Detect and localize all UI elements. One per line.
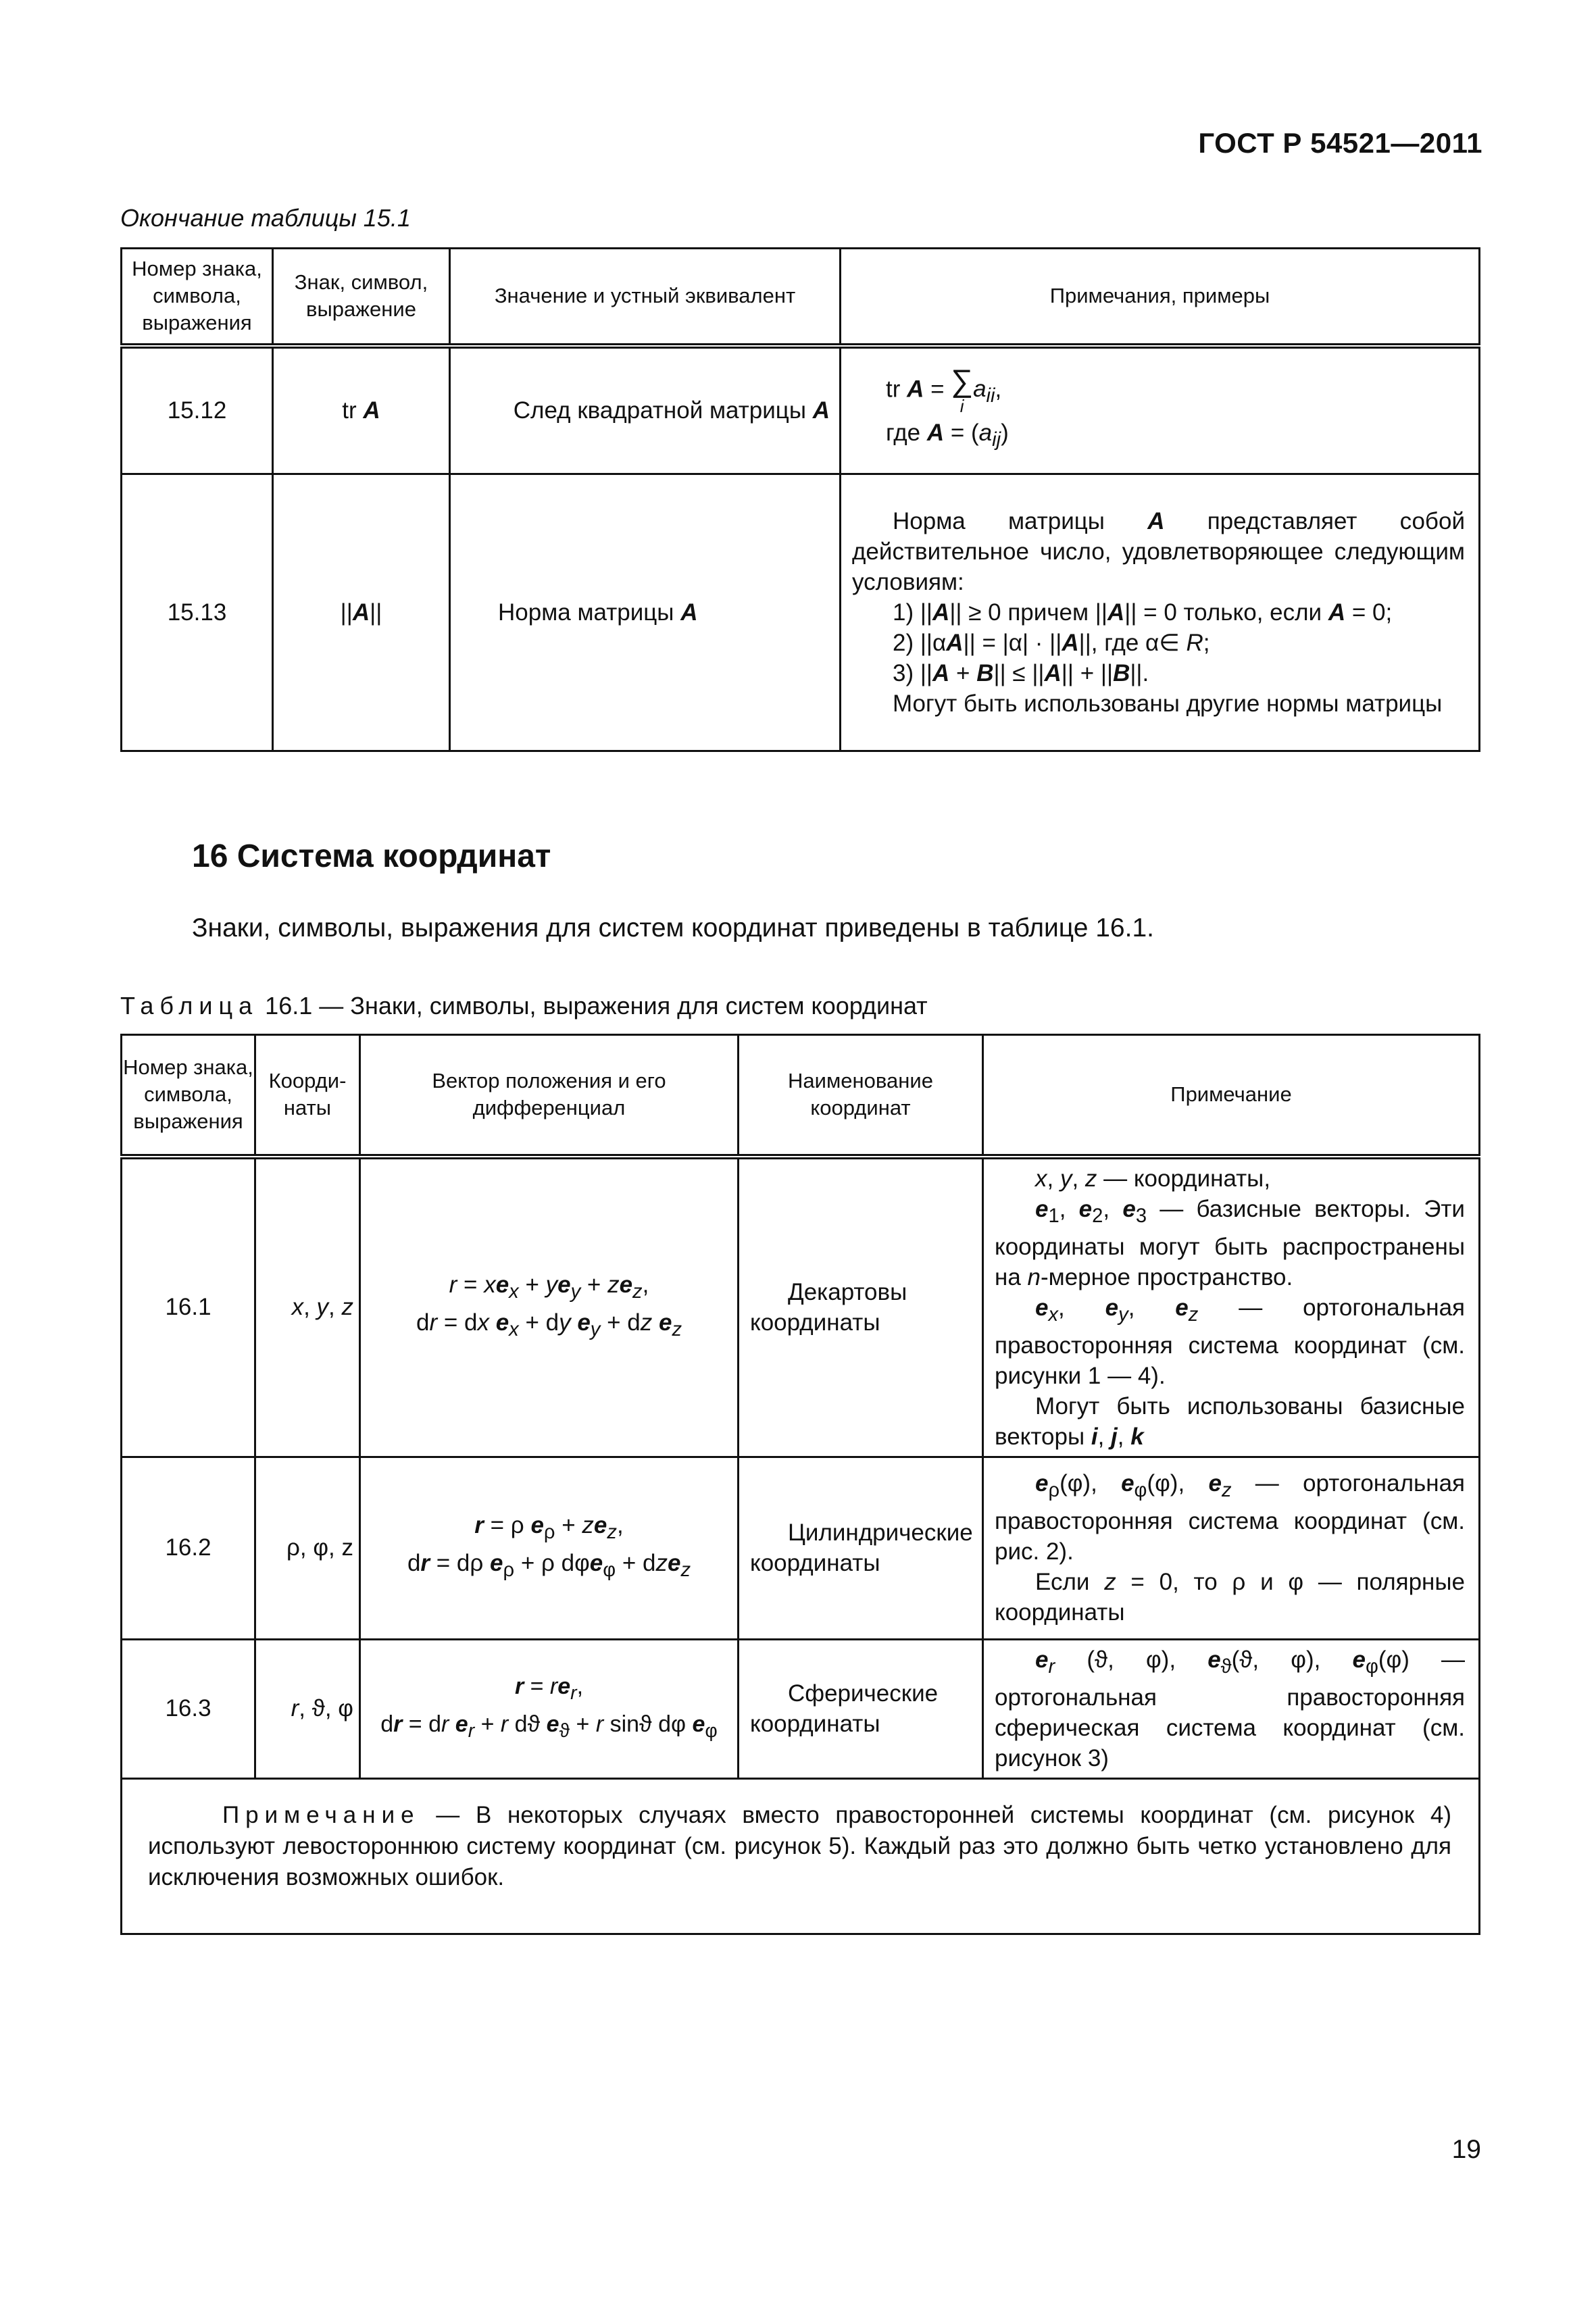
col-header-vector: Вектор положения и его дифференциал <box>360 1035 739 1157</box>
row-name: Сферические координаты <box>739 1639 983 1778</box>
row-meaning: Норма матрицы A <box>450 474 841 751</box>
row-number: 15.13 <box>122 474 273 751</box>
row-number: 15.12 <box>122 346 273 474</box>
row-number: 16.2 <box>122 1457 255 1639</box>
table-16-header-row <box>122 1035 1480 1157</box>
row-symbol: tr A <box>273 346 450 474</box>
table-15-1 <box>120 247 1480 752</box>
section-title: 16 Система координат <box>192 838 551 874</box>
section-intro: Знаки, символы, выражения для систем координат приведены в таблице 16.1. <box>192 913 1154 942</box>
row-name: Цилиндрические координаты <box>739 1457 983 1639</box>
row-note: $e_\rho(\varphi)$, $e_\varphi(\varphi)$, $e_z$ — ортогональная правосторонняя система координат (см. рис. 2). Если z = 0, то ρ и φ — полярные координаты <box>983 1457 1480 1639</box>
row-name: Декартовы координаты <box>739 1157 983 1457</box>
row-coords: x, y, z <box>255 1157 360 1457</box>
table-15-caption: Окончание таблицы 15.1 <box>120 204 411 232</box>
footnote-label: Примечание <box>222 1801 420 1828</box>
row-vector: $r = re_r$, dr = dr $e_r + r$ dϑ $e_ϑ + r$ sinϑ dφ $e_\varphi$ <box>360 1639 739 1778</box>
table-row <box>122 474 1480 751</box>
row-vector: r = ρ $e_\rho + ze_z$, dr = dρ $e_\rho + \rho$ dφe$_\varphi$ + dze$_z$ <box>360 1457 739 1639</box>
row-number: 16.1 <box>122 1157 255 1457</box>
sum-symbol: ∑ i <box>951 362 974 416</box>
document-id: ГОСТ Р 54521—2011 <box>1198 127 1482 159</box>
col-header-meaning: Значение и устный эквивалент <box>450 249 841 346</box>
col-header-number: Номер знака, символа, выражения <box>122 249 273 346</box>
col-header-name: Наименование координат <box>739 1035 983 1157</box>
page-number: 19 <box>1451 2135 1481 2164</box>
row-note: $e_r$ (ϑ, φ), $e_ϑ(ϑ$, φ), $e_\varphi(\varphi)$ — ортогональная правосторонняя сферическая система координат (см. рисунок 3) <box>983 1639 1480 1778</box>
footnote-text: — В некоторых случаях вместо правосторонней системы координат (см. рисунок 4) используют левостороннюю систему координат (см. рисунок 5). Каждый раз это должно быть четко установлено для исключения возможных ошибок. <box>148 1801 1451 1890</box>
table-row <box>122 1157 1480 1457</box>
col-header-coords: Коорди- наты <box>255 1035 360 1157</box>
table-row <box>122 1457 1480 1639</box>
table-16-caption <box>120 992 928 1020</box>
col-header-note: Примечание <box>983 1035 1480 1157</box>
row-coords: r, ϑ, φ <box>255 1639 360 1778</box>
table-row <box>122 1639 1480 1778</box>
row-symbol: ||A|| <box>273 474 450 751</box>
row-note: tr A = ∑ i $a_{ii}$, где $A = (a_{ij})$ <box>841 346 1480 474</box>
row-coords: ρ, φ, z <box>255 1457 360 1639</box>
table-footnote <box>122 1778 1480 1934</box>
row-number: 16.3 <box>122 1639 255 1778</box>
table-footnote-row <box>122 1778 1480 1934</box>
table-15-header-row <box>122 249 1480 346</box>
row-note: x, y, z — координаты, $e_1$, $e_2$, $e_3$ — базисные векторы. Эти координаты могут быть распространены на n-мерное пространство. $e_x$, $e_y$, $e_z$ — ортогональная правосторонняя система координат (см. рисунки 1 — 4). Могут быть использованы базисные векторы i, j, k <box>983 1157 1480 1457</box>
row-meaning: След квадратной матрицы A <box>450 346 841 474</box>
row-vector: $r = xe_x + ye_y + ze_z$, dr = dx $e_x$ + dy $e_y$ + dz $e_z$ <box>360 1157 739 1457</box>
table-16-1 <box>120 1034 1480 1935</box>
col-header-symbol: Знак, символ, выражение <box>273 249 450 346</box>
table-16-caption-label: Таблица <box>120 992 259 1020</box>
row-note: Норма матрицы A представляет собой действительное число, удовлетворяющее следующим условиям: 1) ||A|| ≥ 0 причем ||A|| = 0 только, если A = 0; 2) ||αA|| = |α| · ||A||, где α∈ R; 3) ||A + B|| ≤ ||A|| + ||B||. Могут быть использованы другие нормы матрицы <box>841 474 1480 751</box>
col-header-notes: Примечания, примеры <box>841 249 1480 346</box>
col-header-number: Номер знака, символа, выражения <box>122 1035 255 1157</box>
table-row <box>122 346 1480 474</box>
table-16-caption-text: 16.1 — Знаки, символы, выражения для систем координат <box>265 992 928 1020</box>
